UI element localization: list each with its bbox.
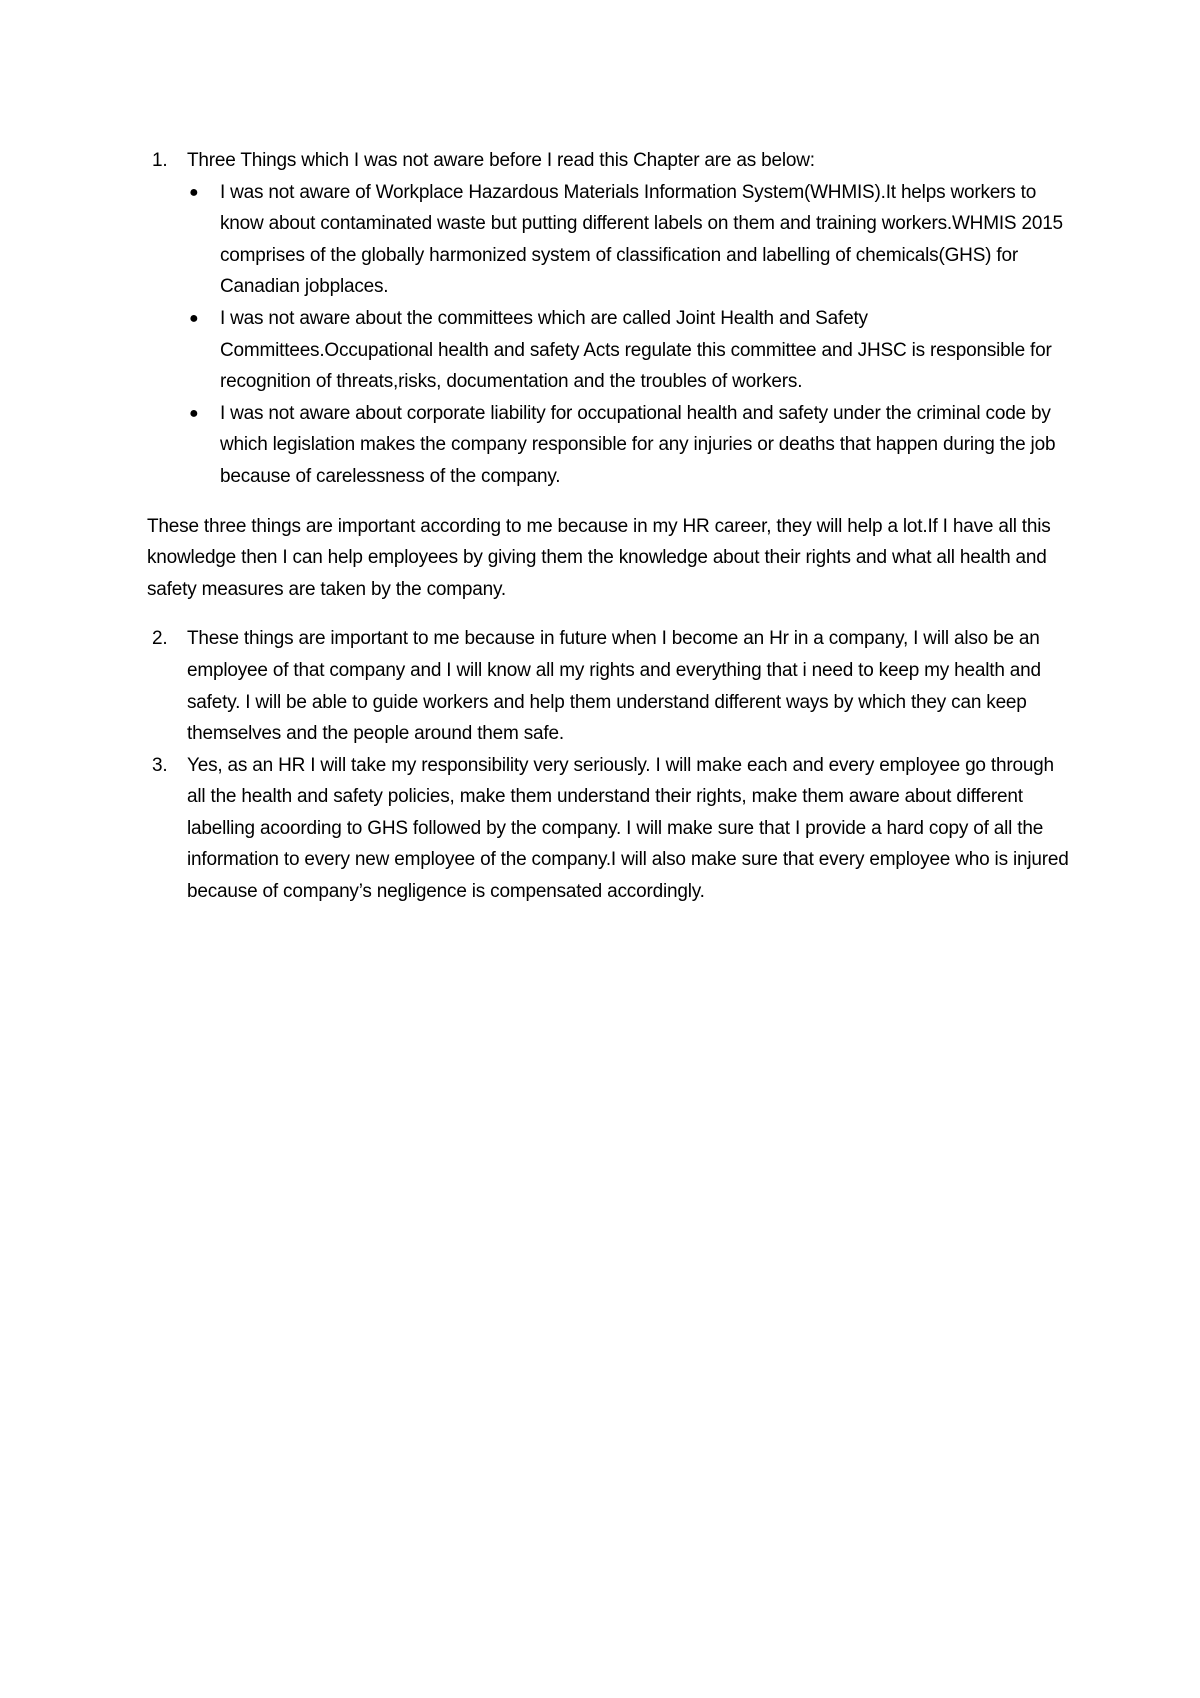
numbered-item-2 xyxy=(147,623,1077,749)
bullet-text: I was not aware about the committees which are called Joint Health and Safety Committees.Occupational health and safety Acts regulate this committee and JHSC is responsible for recognition of threats,risks, documentation and the troubles of workers. xyxy=(220,307,1052,393)
bullet-text: I was not aware of Workplace Hazardous Materials Information System(WHMIS).It helps workers to know about contaminated waste but putting different labels on them and training workers.WHMIS 2015 comprises of the globally harmonized system of classification and labelling of chemicals(GHS) for Canadian jobplaces. xyxy=(220,181,1063,298)
numbered-item-3 xyxy=(147,750,1077,908)
item-text: These things are important to me because in future when I become an Hr in a company, I will also be an employee of that company and I will know all my rights and everything that i need to keep my health and safety. I will be able to guide workers and help them understand different ways by which they can keep themselves and the people around them safe. xyxy=(187,628,1041,745)
body-paragraph: These three things are important according to me because in my HR career, they will help a lot.If I have all this knowledge then I can help employees by giving them the knowledge about their rights and what all health and safety measures are taken by the company. xyxy=(147,515,1051,600)
bullet-icon: ● xyxy=(189,183,199,201)
item-text: Yes, as an HR I will take my responsibility very seriously. I will make each and every employee go through all the health and safety policies, make them understand their rights, make them aware about different labelling acoording to GHS followed by the company. I will make sure that I provide a hard copy of all the information to every new employee of the company.I will also make sure that every employee who is injured because of company’s negligence is compensated accordingly. xyxy=(187,754,1069,903)
bullet-item xyxy=(187,398,1077,493)
bullet-item xyxy=(187,177,1077,303)
bullet-item xyxy=(187,303,1077,398)
bullet-list xyxy=(187,177,1077,493)
numbered-item-1 xyxy=(147,145,1077,493)
item-number: 2. xyxy=(152,628,168,650)
item-heading: Three Things which I was not aware before I read this Chapter are as below: xyxy=(187,150,815,171)
bullet-text: I was not aware about corporate liability for occupational health and safety under the criminal code by which legislation makes the company responsible for any injuries or deaths that happen during the job because of carelessness of the company. xyxy=(220,402,1056,487)
bullet-icon: ● xyxy=(189,404,199,422)
item-number: 1. xyxy=(152,150,168,171)
item-number: 3. xyxy=(152,754,168,776)
document-body xyxy=(147,145,1077,908)
bullet-icon: ● xyxy=(189,309,199,327)
